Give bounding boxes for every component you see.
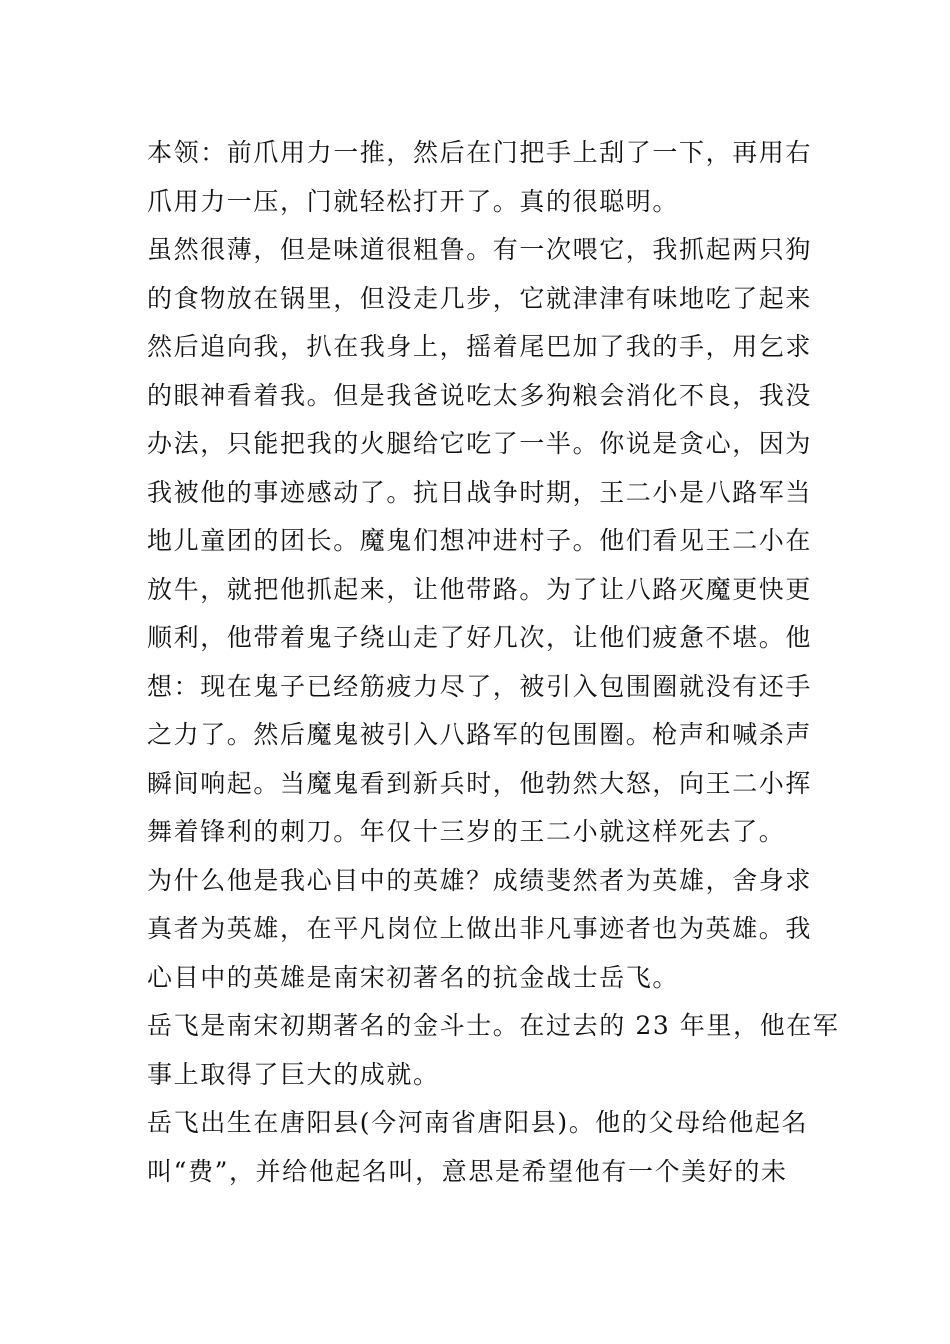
text-line-22: 叫“费”，并给他起名叫，意思是希望他有一个美好的未 (147, 1156, 788, 1186)
text-line-4: 的食物放在锅里，但没走几步，它就津津有味地吃了起来 (147, 283, 813, 313)
text-line-11: 顺利，他带着鬼子绕山走了好几次，让他们疲惫不堪。他 (147, 623, 813, 652)
text-line-19: 岳飞是南宋初期著名的金斗士。在过去的 23 年里，他在军 (147, 1011, 840, 1040)
text-line-17: 真者为英雄，在平凡岗位上做出非凡事迹者也为英雄。我 (147, 914, 813, 943)
text-line-12: 想：现在鬼子已经筋疲力尽了，被引入包围圈就没有还手 (147, 671, 813, 701)
text-line-7: 办法，只能把我的火腿给它吃了一半。你说是贪心，因为 (147, 429, 813, 458)
text-line-10: 放牛，就把他抓起来，让他带路。为了让八路灭魔更快更 (147, 574, 813, 604)
text-line-6: 的眼神看着我。但是我爸说吃太多狗粮会消化不良，我没 (147, 380, 813, 410)
text-line-14: 瞬间响起。当魔鬼看到新兵时，他勃然大怒，向王二小挥 (147, 768, 813, 798)
text-line-16: 为什么他是我心目中的英雄？成绩斐然者为英雄，舍身求 (147, 865, 813, 895)
text-line-15: 舞着锋利的刺刀。年仅十三岁的王二小就这样死去了。 (147, 817, 786, 846)
text-line-5: 然后追向我，扒在我身上，摇着尾巴加了我的手，用乞求 (147, 332, 813, 361)
text-line-8: 我被他的事迹感动了。抗日战争时期，王二小是八路军当 (147, 477, 813, 507)
text-line-1: 本领：前爪用力一推，然后在门把手上刮了一下，再用右 (147, 138, 813, 167)
text-line-2: 爪用力一压，门就轻松打开了。真的很聪明。 (147, 186, 680, 216)
text-line-18: 心目中的英雄是南宋初著名的抗金战士岳飞。 (147, 962, 680, 992)
text-line-13: 之力了。然后魔鬼被引入八路军的包围圈。枪声和喊杀声 (147, 720, 813, 749)
text-line-20: 事上取得了巨大的成就。 (147, 1059, 440, 1089)
body-text (147, 129, 840, 1196)
text-line-21: 岳飞出生在唐阳县(今河南省唐阳县)。他的父母给他起名 (147, 1108, 809, 1137)
text-line-3: 虽然很薄，但是味道很粗鲁。有一次喂它，我抓起两只狗 (147, 235, 813, 264)
text-line-9: 地儿童团的团长。魔鬼们想冲进村子。他们看见王二小在 (147, 526, 813, 555)
